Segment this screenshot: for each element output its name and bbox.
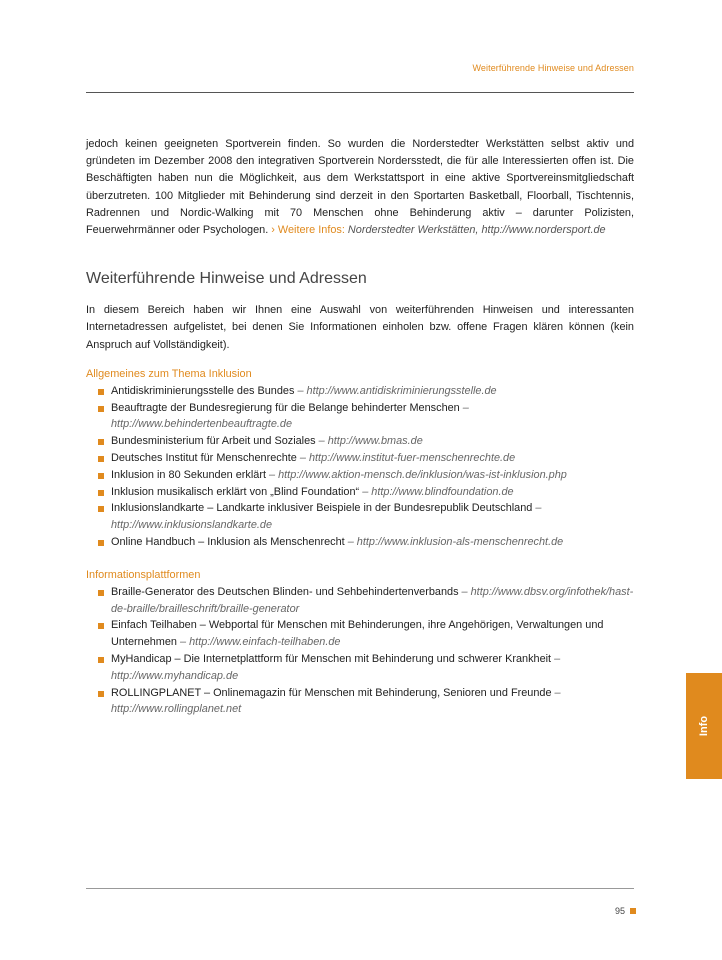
- list-item: [98, 685, 634, 719]
- section-intro: In diesem Bereich haben wir Ihnen eine Auswahl von weiterführenden Hinweisen und interessanten Internetadressen aufgelistet, bei denen Sie Informationen einholen bzw. offene Fragen klären können (kein Anspruch auf Vollständigkeit).: [86, 304, 634, 351]
- page-number: 95: [614, 906, 625, 916]
- intro-paragraph: [86, 136, 634, 239]
- list-item: [98, 383, 634, 400]
- list-item: [98, 617, 634, 651]
- bullet-icon: [98, 456, 104, 462]
- item-link[interactable]: – http://www.bmas.de: [318, 435, 423, 448]
- list-item: [98, 500, 634, 534]
- item-name: ROLLINGPLANET – Onlinemagazin für Menschen mit Behinderung, Senioren und Freunde: [111, 686, 552, 699]
- intro-text: jedoch keinen geeigneten Sportverein finden. So wurden die Norderstedter Werkstätten selbst aktiv und gründeten im Dezember 2008 den integrativen Sportverein Nordersstedt, die für alle Interessierten offen ist. Die Beschäftigten haben nun die Möglichkeit, aus dem Werkstattsport in eine aktive Sportvereinsmitgliedschaft überzutreten. 100 Mitglieder mit Behinderung sind derzeit in den Sportarten Basketball, Floorball, Tischtennis, Radrennen und Nordic-Walking mit 70 Menschen ohne Behinderung aktiv – darunter Polizisten, Feuerwehrmänner oder Psychologen.: [86, 138, 634, 237]
- item-link[interactable]: – http://www.institut-fuer-menschenrechte.de: [299, 452, 516, 465]
- list-item: [98, 584, 634, 618]
- bullet-icon: [98, 691, 104, 697]
- item-name: Antidiskriminierungsstelle des Bundes: [111, 384, 295, 397]
- bullet-icon: [98, 389, 104, 395]
- item-name: Online Handbuch – Inklusion als Menschenrecht: [111, 536, 345, 548]
- bullet-icon: [98, 406, 104, 412]
- page-body: [86, 136, 634, 718]
- item-name: Einfach Teilhaben – Webportal für Menschen mit Behinderungen, ihre Angehörigen, Verwaltungen und Unternehmen: [111, 619, 604, 649]
- item-name: Deutsches Institut für Menschenrechte: [111, 452, 297, 465]
- item-name: MyHandicap – Die Internetplattform für Menschen mit Behinderung und schwerer Krankheit: [111, 652, 552, 665]
- group-title-plattformen: Informationsplattformen: [86, 568, 201, 581]
- bullet-icon: [98, 490, 104, 496]
- header-rule: [86, 92, 634, 93]
- source-text: Norderstedter Werkstätten, http://www.nordersport.de: [347, 224, 606, 237]
- group-title-inklusion: Allgemeines zum Thema Inklusion: [86, 367, 252, 380]
- item-link[interactable]: – http://www.aktion-mensch.de/inklusion/was-ist-inklusion.php: [269, 468, 567, 481]
- bullet-icon: [98, 540, 104, 546]
- list-item: [98, 651, 634, 685]
- link-list-inklusion: [86, 383, 634, 551]
- bullet-icon: [98, 623, 104, 629]
- item-name: Inklusion musikalisch erklärt von „Blind Foundation“: [111, 485, 360, 498]
- item-link[interactable]: – http://www.rollingplanet.net: [111, 686, 561, 716]
- item-name: Inklusionslandkarte – Landkarte inklusiver Beispiele in der Bundesrepublik Deutschland: [111, 502, 533, 515]
- bullet-icon: [98, 439, 104, 445]
- source-label: › Weitere Infos:: [271, 224, 345, 237]
- bullet-icon: [98, 473, 104, 479]
- list-item: [98, 433, 634, 450]
- list-item: [98, 450, 634, 467]
- list-item: [98, 484, 634, 501]
- item-name: Inklusion in 80 Sekunden erklärt: [111, 468, 266, 481]
- page-footer: [615, 906, 636, 916]
- item-link[interactable]: – http://www.inklusionslandkarte.de: [111, 502, 542, 532]
- list-item: [98, 534, 634, 551]
- item-name: Braille-Generator des Deutschen Blinden- und Sehbehindertenverbands: [111, 585, 459, 598]
- section-title: Weiterführende Hinweise und Adressen: [86, 270, 367, 288]
- bullet-icon: [98, 506, 104, 512]
- list-item: [98, 467, 634, 484]
- chapter-tab-label: Info: [697, 715, 710, 737]
- item-name: Bundesministerium für Arbeit und Soziales: [111, 435, 316, 448]
- item-link[interactable]: – http://www.inklusion-als-menschenrecht.de: [347, 536, 564, 548]
- item-link[interactable]: – http://www.behindertenbeauftragte.de: [111, 401, 469, 431]
- footer-rule: [86, 888, 634, 889]
- chapter-tab: [686, 673, 722, 779]
- link-list-plattformen: [86, 584, 634, 718]
- list-item: [98, 400, 634, 434]
- item-link[interactable]: – http://www.dbsv.org/infothek/hast-de-braille/brailleschrift/braille-generator: [111, 585, 634, 615]
- bullet-icon: [98, 590, 104, 596]
- item-link[interactable]: – http://www.einfach-teilhaben.de: [180, 636, 341, 649]
- square-icon: [630, 908, 636, 914]
- item-link[interactable]: – http://www.myhandicap.de: [111, 652, 561, 682]
- bullet-icon: [98, 657, 104, 663]
- item-link[interactable]: – http://www.blindfoundation.de: [362, 485, 514, 498]
- running-header: Weiterführende Hinweise und Adressen: [472, 63, 634, 73]
- item-name: Beauftragte der Bundesregierung für die Belange behinderter Menschen: [111, 401, 460, 414]
- item-link[interactable]: – http://www.antidiskriminierungsstelle.de: [297, 384, 497, 397]
